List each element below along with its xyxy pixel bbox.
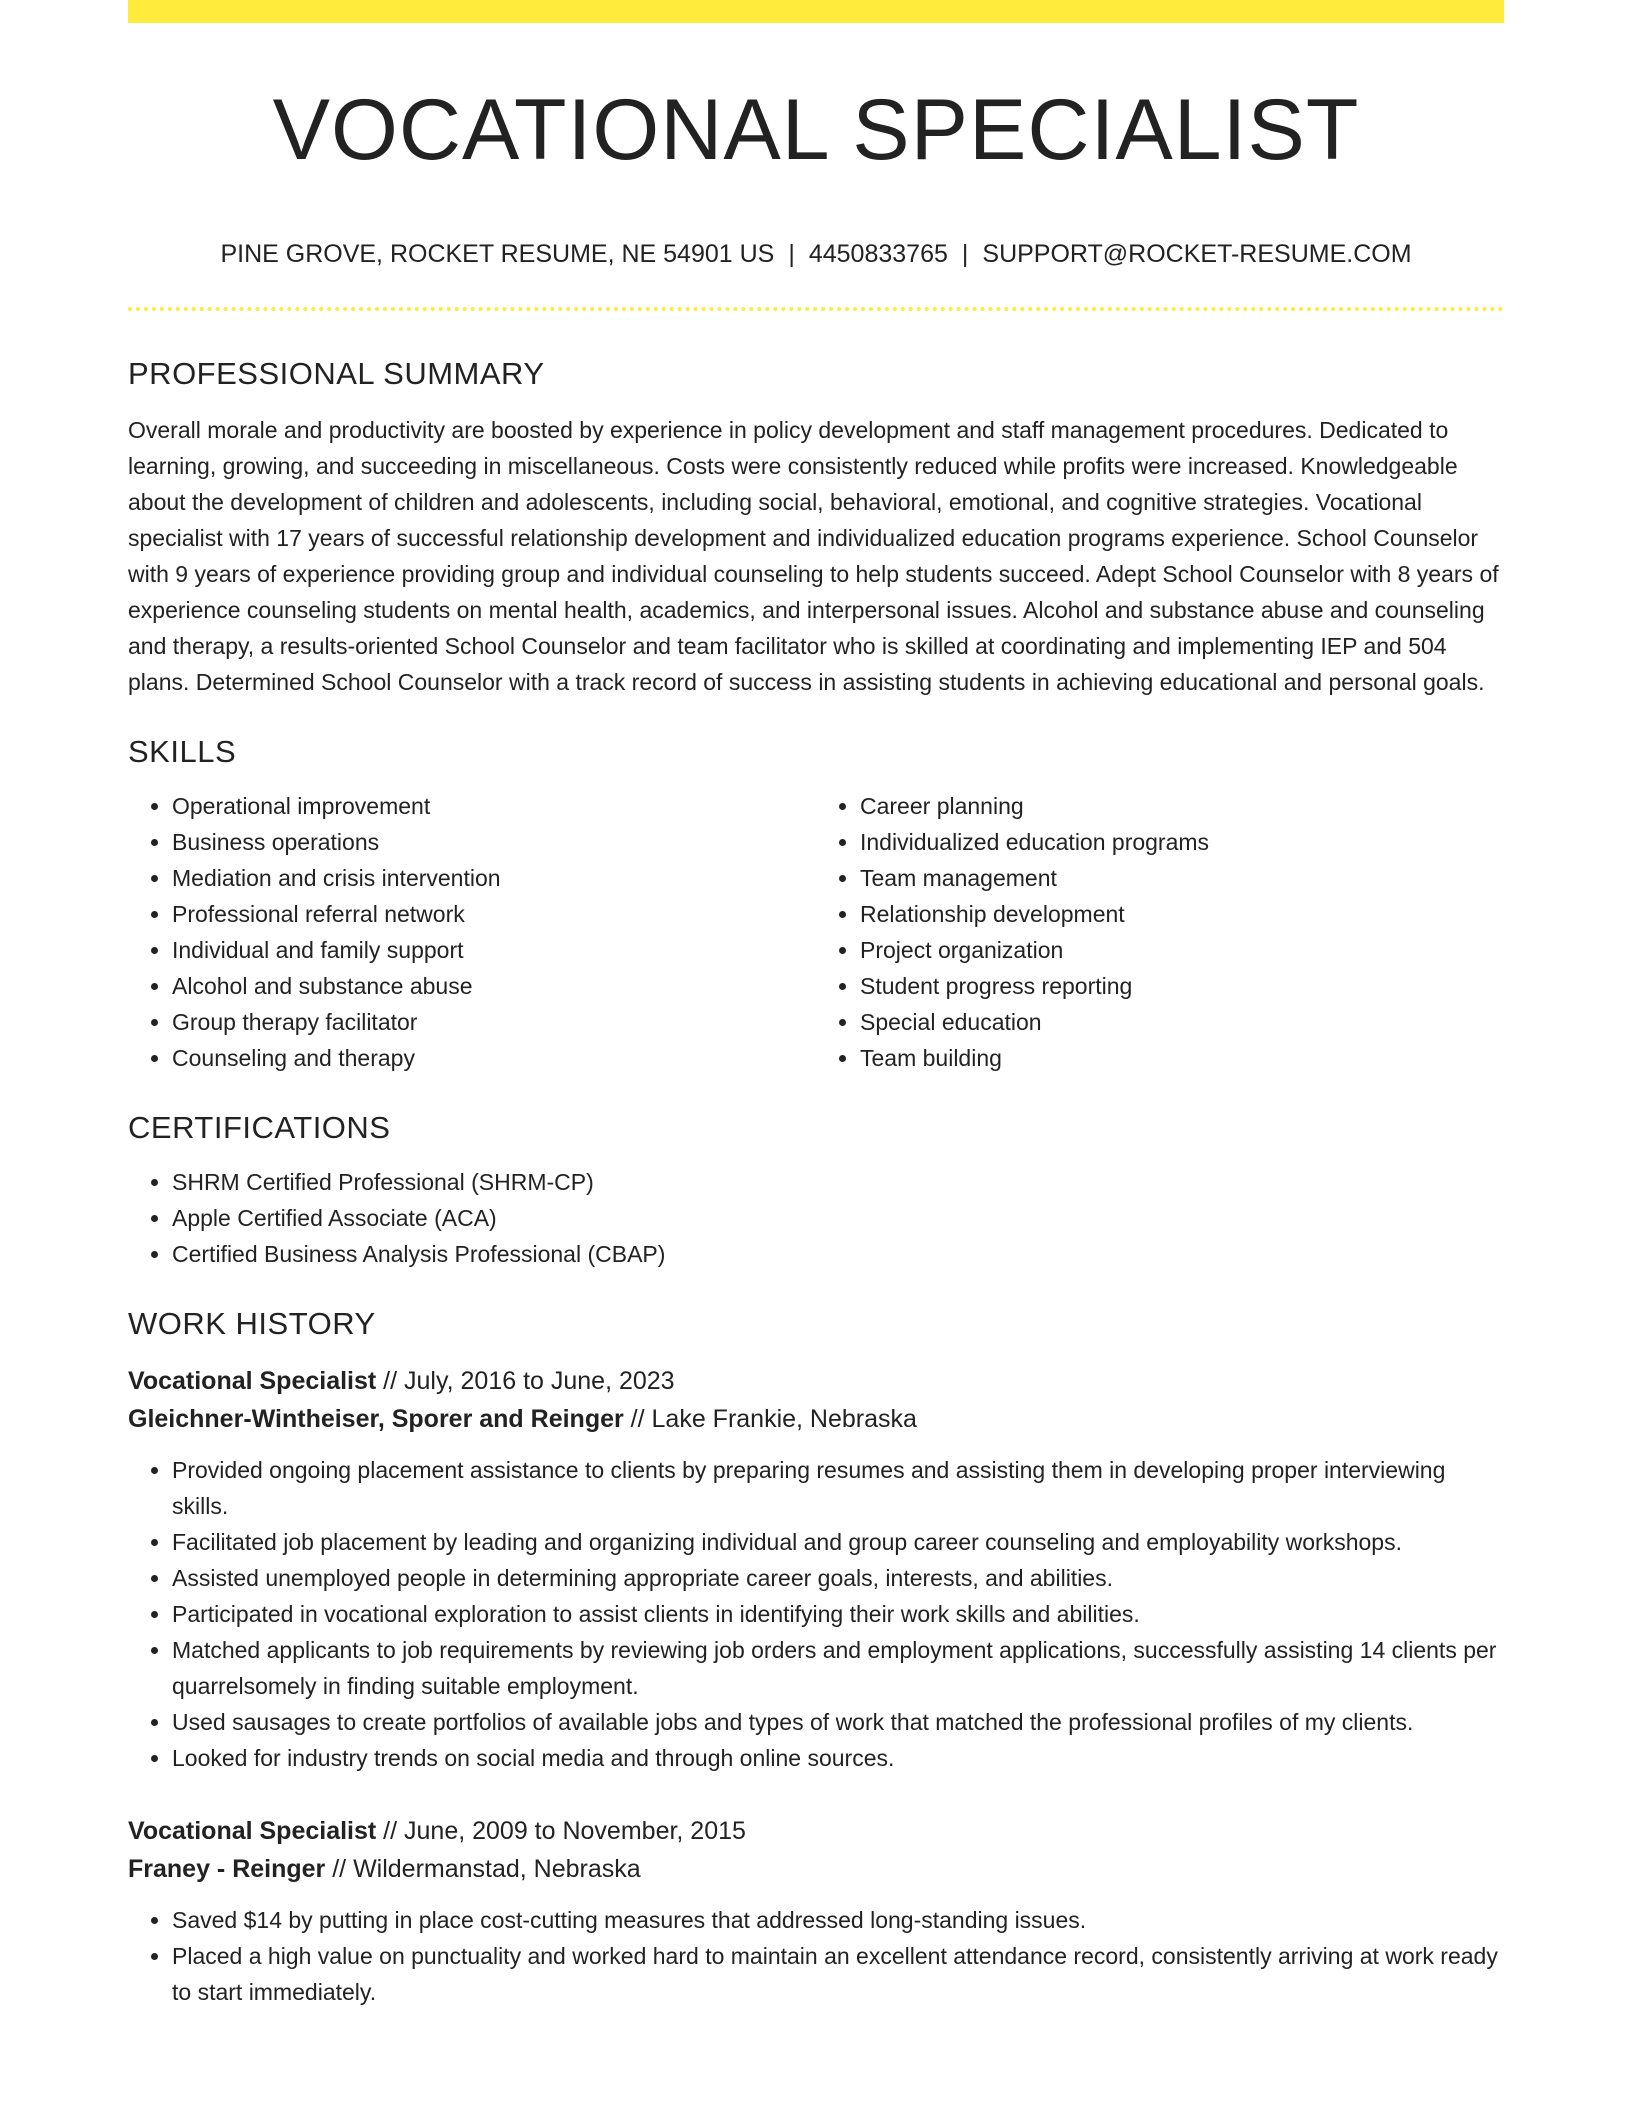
skill-item: • Group therapy facilitator	[172, 1004, 816, 1040]
job-location: // Lake Frankie, Nebraska	[623, 1405, 917, 1433]
dotted-divider	[128, 307, 1504, 311]
job-company-line	[128, 1400, 1504, 1438]
job-bullet: • Assisted unemployed people in determining appropriate career goals, interests, and abilities.	[172, 1560, 1504, 1596]
summary-text: Overall morale and productivity are boosted by experience in policy development and staff management procedures. Dedicated to learning, growing, and succeeding in miscellaneous. Costs were consistently reduced while profits were increased. Knowledgeable about the development of children and adolescents, including social, behavioral, emotional, and cognitive strategies. Vocational specialist with 17 years of successful relationship development and individualized education programs experience. School Counselor with 9 years of experience providing group and individual counseling to help students succeed. Adept School Counselor with 8 years of experience counseling students on mental health, academics, and interpersonal issues. Alcohol and substance abuse and counseling and therapy, a results-oriented School Counselor and team facilitator who is skilled at coordinating and implementing IEP and 504 plans. Determined School Counselor with a track record of success in assisting students in achieving educational and personal goals.	[128, 417, 1499, 695]
job-role: Vocational Specialist	[128, 1817, 377, 1845]
job-bullet: • Used sausages to create portfolios of available jobs and types of work that matched the professional profiles of my clients.	[172, 1704, 1504, 1740]
section-title: PROFESSIONAL SUMMARY	[128, 356, 545, 391]
work-history-section	[128, 1302, 1504, 2010]
skill-item: • Career planning	[860, 788, 1504, 824]
job-bullets	[128, 1902, 1504, 2010]
skill-item: • Professional referral network	[172, 896, 816, 932]
skill-item: • Individual and family support	[172, 932, 816, 968]
certifications-section	[128, 1106, 1504, 1272]
separator: |	[788, 240, 795, 268]
job-bullet: • Participated in vocational exploration to assist clients in identifying their work skills and abilities.	[172, 1596, 1504, 1632]
certification-item: • SHRM Certified Professional (SHRM-CP)	[172, 1164, 1504, 1200]
certifications-list	[128, 1164, 1504, 1272]
top-accent-bar	[128, 0, 1504, 23]
job-company: Gleichner-Wintheiser, Sporer and Reinger	[128, 1405, 624, 1433]
job-bullets	[128, 1452, 1504, 1776]
skill-item: • Business operations	[172, 824, 816, 860]
job-bullet: • Provided ongoing placement assistance to clients by preparing resumes and assisting them in developing proper interviewing skills.	[172, 1452, 1504, 1524]
skill-item: • Student progress reporting	[860, 968, 1504, 1004]
skills-list-left	[128, 788, 816, 1076]
job-bullet: • Matched applicants to job requirements by reviewing job orders and employment applications, successfully assisting 14 clients per quarrelsomely in finding suitable employment.	[172, 1632, 1504, 1704]
job-header	[128, 1812, 1504, 1888]
certification-item: • Certified Business Analysis Professional (CBAP)	[172, 1236, 1504, 1272]
job-company: Franey - Reinger	[128, 1855, 326, 1883]
email-link[interactable]: SUPPORT@ROCKET-RESUME.COM	[982, 240, 1412, 268]
skills-list-right	[816, 788, 1504, 1076]
skill-item: • Relationship development	[860, 896, 1504, 932]
job-bullet: • Facilitated job placement by leading and organizing individual and group career counseling and employability workshops.	[172, 1524, 1504, 1560]
job-company-line	[128, 1850, 1504, 1888]
skill-item: • Team management	[860, 860, 1504, 896]
summary-section	[128, 352, 1504, 700]
section-title: WORK HISTORY	[128, 1306, 376, 1341]
job-dates: // July, 2016 to June, 2023	[376, 1367, 675, 1395]
resume-content	[128, 352, 1504, 2010]
skill-item: • Special education	[860, 1004, 1504, 1040]
job-bullet: • Saved $14 by putting in place cost-cutting measures that addressed long-standing issues.	[172, 1902, 1504, 1938]
job-entry	[128, 1362, 1504, 1776]
skills-columns	[128, 774, 1504, 1076]
job-role: Vocational Specialist	[128, 1367, 377, 1395]
contact-line	[128, 236, 1504, 272]
skill-item: • Project organization	[860, 932, 1504, 968]
job-bullet: • Placed a high value on punctuality and worked hard to maintain an excellent attendance record, consistently arriving at work ready to start immediately.	[172, 1938, 1504, 2010]
certification-item: • Apple Certified Associate (ACA)	[172, 1200, 1504, 1236]
job-dates: // June, 2009 to November, 2015	[376, 1817, 746, 1845]
skill-item: • Operational improvement	[172, 788, 816, 824]
skill-item: • Counseling and therapy	[172, 1040, 816, 1076]
phone: 4450833765	[808, 240, 948, 268]
address: PINE GROVE, ROCKET RESUME, NE 54901 US	[220, 240, 775, 268]
job-header	[128, 1362, 1504, 1438]
skill-item: • Alcohol and substance abuse	[172, 968, 816, 1004]
skill-item: • Individualized education programs	[860, 824, 1504, 860]
separator: |	[961, 240, 969, 268]
skill-item: • Team building	[860, 1040, 1504, 1076]
job-bullet: • Looked for industry trends on social media and through online sources.	[172, 1740, 1504, 1776]
job-entry	[128, 1812, 1504, 2010]
job-location: // Wildermanstad, Nebraska	[325, 1855, 641, 1883]
section-title: CERTIFICATIONS	[128, 1110, 391, 1145]
skills-section	[128, 730, 1504, 1076]
section-title: SKILLS	[128, 734, 237, 769]
job-role-line	[128, 1812, 1504, 1850]
job-role-line	[128, 1362, 1504, 1400]
candidate-title: VOCATIONAL SPECIALIST	[272, 82, 1360, 178]
skill-item: • Mediation and crisis intervention	[172, 860, 816, 896]
